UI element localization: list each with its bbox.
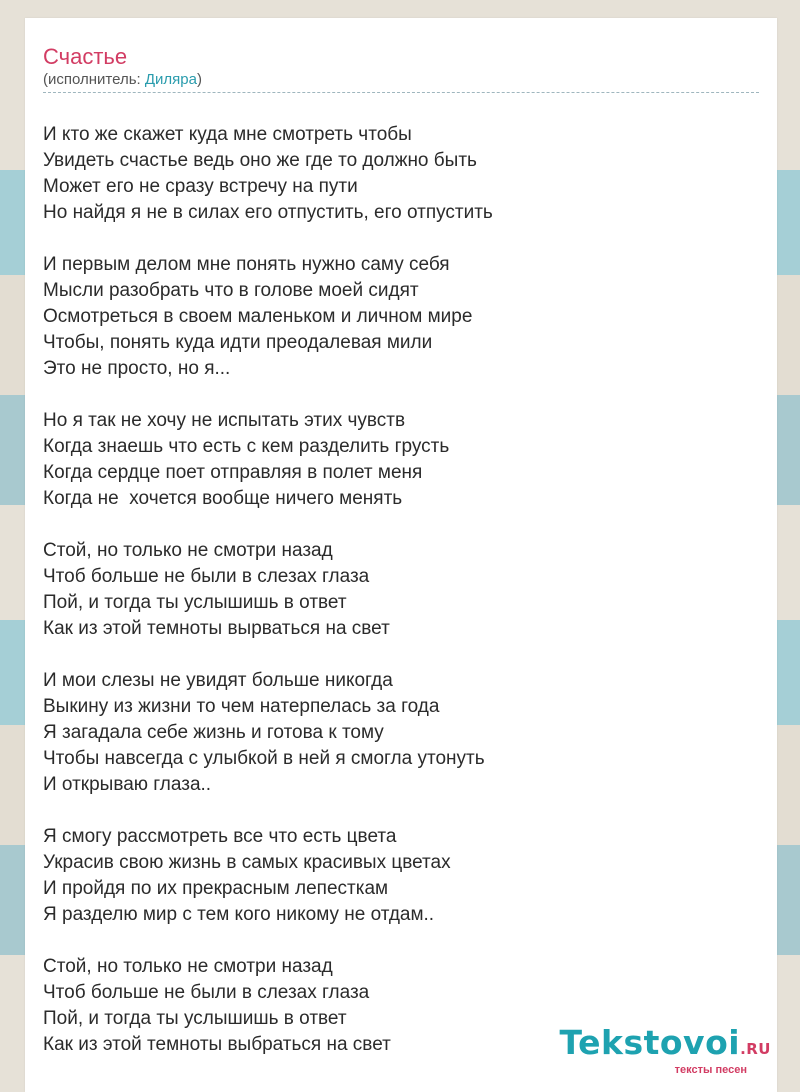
lyric-line: Это не просто, но я... (43, 358, 231, 379)
lyric-line: Я загадала себе жизнь и готова к тому (43, 722, 384, 743)
lyric-line: Когда знаешь что есть с кем разделить грусть (43, 436, 450, 457)
lyric-line: Чтоб больше не были в слезах глаза (43, 982, 370, 1003)
lyrics-sheet (25, 18, 777, 1092)
lyrics-stanza (43, 824, 759, 928)
lyric-line: И открываю глаза.. (43, 774, 212, 795)
lyric-line: Когда сердце поет отправляя в полет меня (43, 462, 423, 483)
lyrics-stanza (43, 538, 759, 642)
lyric-line: Может его не сразу встречу на пути (43, 176, 358, 197)
lyric-line: Чтобы, понять куда идти преодалевая мили (43, 332, 433, 353)
artist-line (43, 70, 759, 93)
lyrics-body (43, 122, 759, 1084)
lyrics-stanza (43, 252, 759, 382)
lyrics-stanza (43, 668, 759, 798)
lyric-line: Как из этой темноты выбраться на свет (43, 1034, 391, 1055)
artist-suffix: ) (196, 71, 202, 88)
lyric-line: Чтобы навсегда с улыбкой в ней я смогла утонуть (43, 748, 485, 769)
song-header (43, 44, 759, 93)
lyric-line: Я смогу рассмотреть все что есть цвета (43, 826, 397, 847)
artist-link[interactable]: Диляра (144, 71, 197, 88)
lyric-line: Увидеть счастье ведь оно же где то должно быть (43, 150, 477, 171)
lyric-line: И первым делом мне понять нужно саму себя (43, 254, 450, 275)
lyric-line: Выкину из жизни то чем натерпелась за года (43, 696, 440, 717)
lyric-line: Мысли разобрать что в голове моей сидят (43, 280, 419, 301)
logo-tld: .RU (740, 1040, 771, 1058)
lyric-line: Пой, и тогда ты услышишь в ответ (43, 1008, 347, 1029)
lyric-line: Я разделю мир с тем кого никому не отдам.. (43, 904, 435, 925)
logo-main-text: Tekstovoi (559, 1023, 741, 1062)
lyric-line: Осмотреться в своем маленьком и личном мире (43, 306, 473, 327)
lyrics-stanza (43, 408, 759, 512)
lyric-line: Украсив свою жизнь в самых красивых цветах (43, 852, 451, 873)
lyric-line: Чтоб больше не были в слезах глаза (43, 566, 370, 587)
site-logo[interactable] (559, 1023, 771, 1076)
lyric-line: Когда не хочется вообще ничего менять (43, 488, 403, 509)
lyric-line: И мои слезы не увидят больше никогда (43, 670, 393, 691)
logo-tagline: тексты песен (674, 1064, 747, 1076)
lyric-line: Но я так не хочу не испытать этих чувств (43, 410, 406, 431)
lyrics-stanza (43, 122, 759, 226)
lyric-line: Пой, и тогда ты услышишь в ответ (43, 592, 347, 613)
lyric-line: Стой, но только не смотри назад (43, 956, 333, 977)
lyric-line: Как из этой темноты вырваться на свет (43, 618, 390, 639)
lyric-line: Но найдя я не в силах его отпустить, его отпустить (43, 202, 493, 223)
lyric-line: И кто же скажет куда мне смотреть чтобы (43, 124, 412, 145)
artist-prefix: (исполнитель: (43, 71, 145, 88)
logo-wordmark (559, 1023, 771, 1066)
lyric-line: И пройдя по их прекрасным лепесткам (43, 878, 389, 899)
lyric-line: Стой, но только не смотри назад (43, 540, 333, 561)
song-title: Счастье (43, 44, 128, 69)
